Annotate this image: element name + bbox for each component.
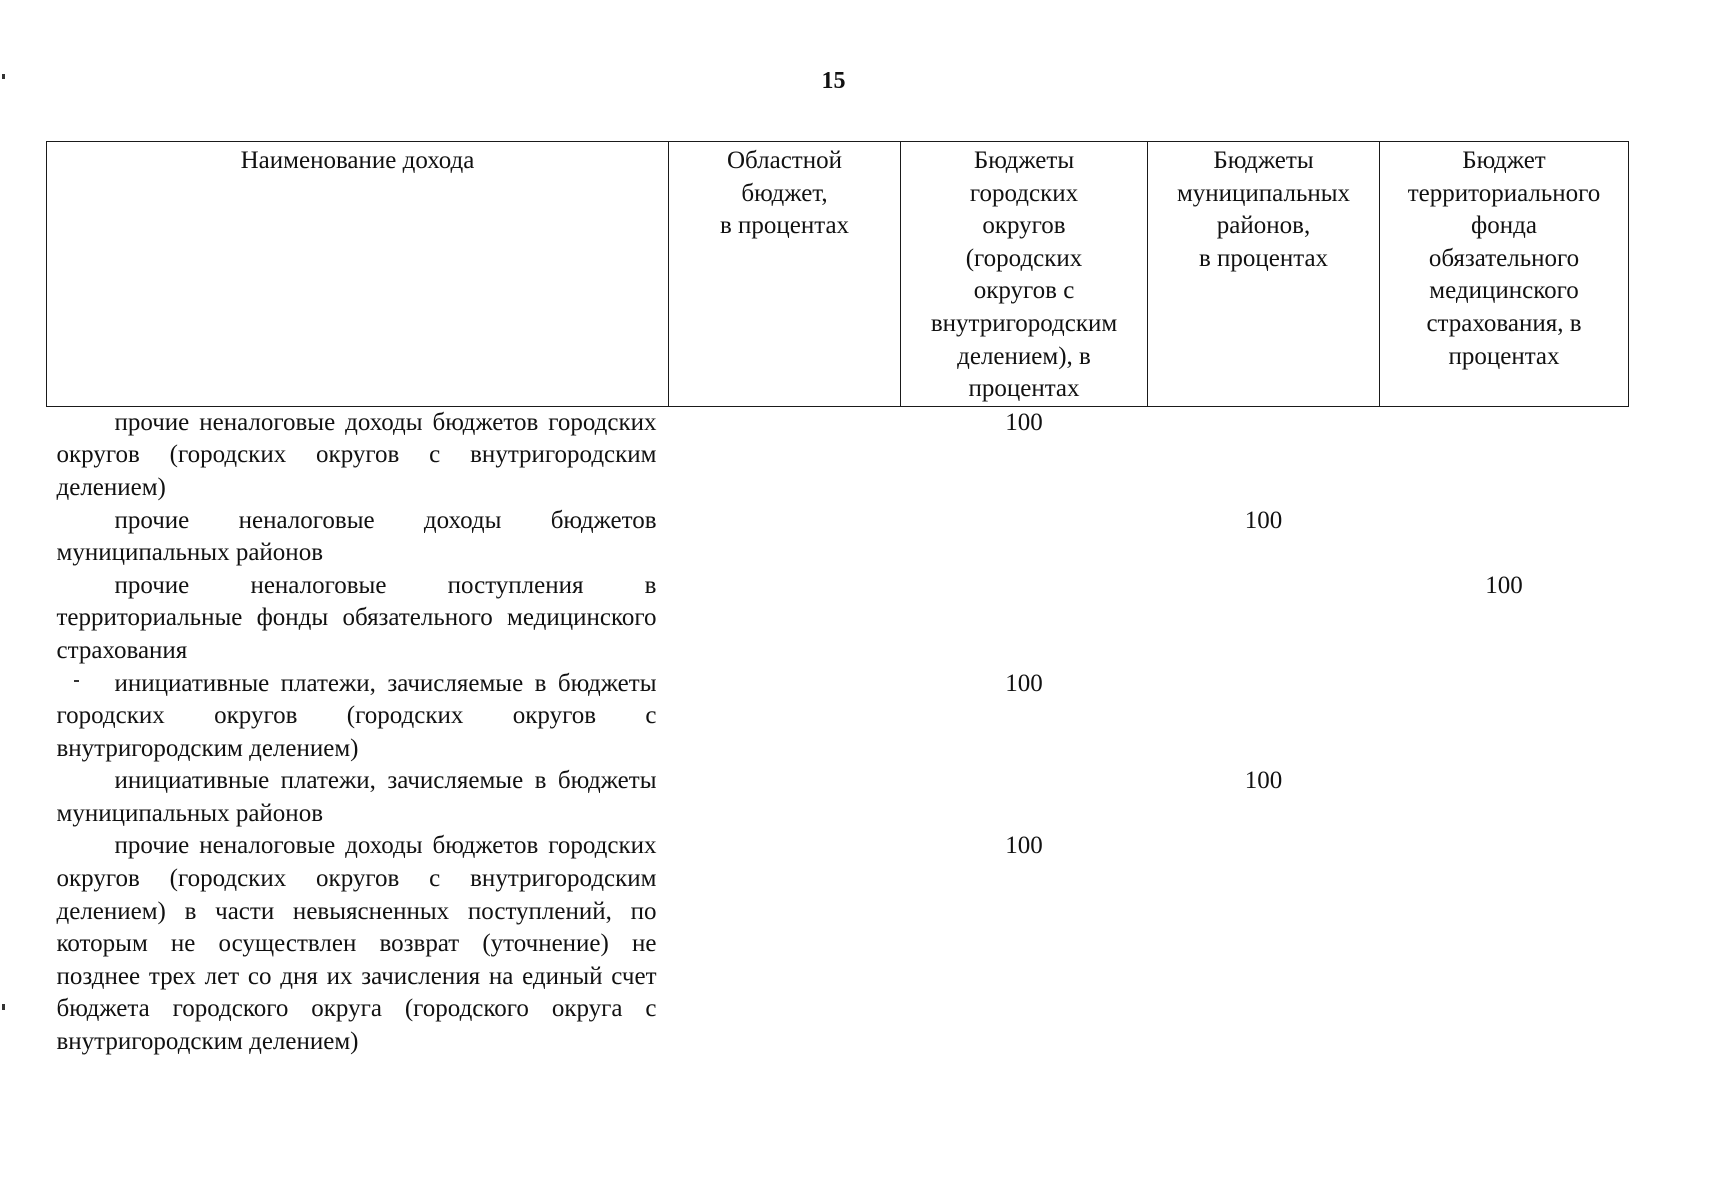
- fund-percent-cell: [1380, 765, 1629, 830]
- header-line: Областной: [726, 147, 842, 174]
- header-line: процентах: [968, 375, 1080, 403]
- table-row: [47, 406, 1629, 504]
- regional-percent-cell: [669, 505, 901, 570]
- fund-percent-cell: [1380, 406, 1629, 504]
- header-line: территориального: [1407, 179, 1601, 207]
- scan-mark: [74, 680, 79, 682]
- header-line: в процентах: [719, 212, 850, 240]
- header-municipal-budgets: [1148, 142, 1380, 407]
- header-line: делением), в: [957, 342, 1091, 370]
- table-body: [47, 406, 1629, 1058]
- income-name-cell: прочие неналоговые доходы бюджетов муниципальных районов: [56, 506, 657, 567]
- table-row: [47, 765, 1629, 830]
- table-row: [47, 570, 1629, 668]
- municipal-percent-cell: [1148, 570, 1380, 668]
- regional-percent-cell: [669, 765, 901, 830]
- header-line: страхования, в: [1426, 309, 1582, 337]
- income-name-cell: инициативные платежи, зачисляемые в бюджеты муниципальных районов: [56, 767, 657, 827]
- header-line: процентах: [1448, 342, 1560, 370]
- header-line: (городских: [965, 244, 1083, 272]
- urban-percent-cell: 100: [1005, 408, 1043, 436]
- urban-percent-cell: [901, 570, 1148, 668]
- header-urban-budgets: [901, 142, 1148, 407]
- page-number: 15: [821, 68, 846, 94]
- regional-percent-cell: [669, 570, 901, 668]
- fund-percent-cell: [1380, 668, 1629, 766]
- header-regional-budget: [669, 142, 901, 407]
- urban-percent-cell: [901, 505, 1148, 570]
- scan-mark: [2, 74, 5, 79]
- header-line: округов: [982, 212, 1066, 240]
- fund-percent-cell: 100: [1485, 571, 1523, 599]
- municipal-percent-cell: [1148, 406, 1380, 504]
- header-line: внутригородским: [930, 309, 1118, 337]
- fund-percent-cell: [1380, 505, 1629, 570]
- header-line: Бюджет: [1462, 147, 1546, 174]
- municipal-percent-cell: [1148, 668, 1380, 766]
- scan-mark: [2, 1004, 5, 1010]
- header-line: обязательного: [1428, 244, 1580, 272]
- header-line: в процентах: [1198, 244, 1329, 272]
- municipal-percent-cell: 100: [1244, 767, 1283, 795]
- table-header: [47, 142, 1629, 407]
- header-line: муниципальных: [1176, 179, 1351, 207]
- income-name-cell: прочие неналоговые доходы бюджетов городских округов (городских округов с внутригородским делением) в части невыясненных поступлений, по которым не осуществлен возврат (уточнение) не позднее трех лет со дня их зачисления на единый счет бюджета городского округа (городского округа с внутригородским делением): [56, 832, 657, 1056]
- header-medical-insurance-fund: [1380, 142, 1629, 407]
- header-line: фонда: [1471, 212, 1537, 240]
- header-line: Наименование дохода: [240, 147, 475, 174]
- table-row: [47, 830, 1629, 1058]
- header-line: районов,: [1216, 212, 1311, 240]
- table-row: [47, 668, 1629, 766]
- urban-percent-cell: 100: [1005, 669, 1043, 697]
- income-distribution-table: [46, 141, 1629, 1059]
- income-name-cell: прочие неналоговые поступления в территориальные фонды обязательного медицинского страхования: [56, 571, 657, 664]
- regional-percent-cell: [669, 830, 901, 1058]
- table-row: [47, 505, 1629, 570]
- municipal-percent-cell: 100: [1244, 506, 1283, 534]
- urban-percent-cell: [901, 765, 1148, 830]
- header-line: Бюджеты: [973, 147, 1075, 174]
- municipal-percent-cell: [1148, 830, 1380, 1058]
- header-line: городских: [969, 179, 1079, 207]
- urban-percent-cell: 100: [1005, 832, 1043, 860]
- header-income-name: [47, 142, 669, 407]
- header-line: Бюджеты: [1213, 147, 1314, 174]
- regional-percent-cell: [669, 406, 901, 504]
- header-line: бюджет,: [741, 179, 828, 207]
- header-row: [47, 142, 1629, 407]
- income-name-cell: прочие неналоговые доходы бюджетов городских округов (городских округов с внутригородским делением): [56, 408, 657, 501]
- regional-percent-cell: [669, 668, 901, 766]
- header-line: медицинского: [1429, 277, 1579, 305]
- fund-percent-cell: [1380, 830, 1629, 1058]
- header-line: округов с: [973, 277, 1075, 305]
- income-name-cell: инициативные платежи, зачисляемые в бюджеты городских округов (городских округов с внутригородским делением): [56, 669, 657, 762]
